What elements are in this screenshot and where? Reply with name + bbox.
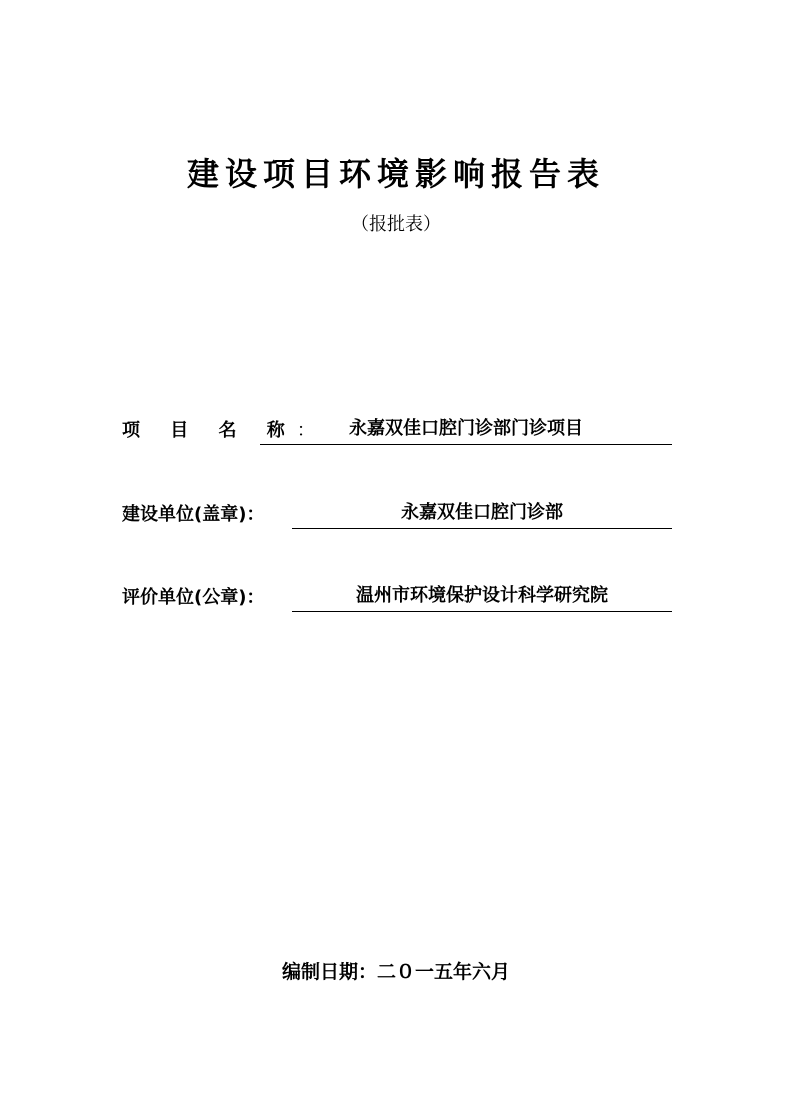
project-name-value: 永嘉双佳口腔门诊部门诊项目: [260, 416, 672, 445]
construction-unit-label: 建设单位(盖章)：: [122, 504, 265, 525]
evaluation-unit-row: [122, 582, 672, 612]
construction-unit-value: 永嘉双佳口腔门诊部: [292, 500, 672, 529]
report-subtitle: （报批表）: [351, 214, 441, 235]
evaluation-unit-value: 温州市环境保护设计科学研究院: [292, 583, 672, 612]
project-name-label-text: 项 目 名 称: [122, 420, 297, 441]
compile-date: 编制日期：二０一五年六月: [281, 961, 510, 983]
project-name-row: [122, 415, 672, 445]
evaluation-unit-label: 评价单位(公章)：: [122, 587, 265, 608]
report-title: 建设项目环境影响报告表: [186, 155, 605, 193]
project-name-colon: ：: [296, 420, 315, 441]
construction-unit-row: [122, 499, 672, 529]
